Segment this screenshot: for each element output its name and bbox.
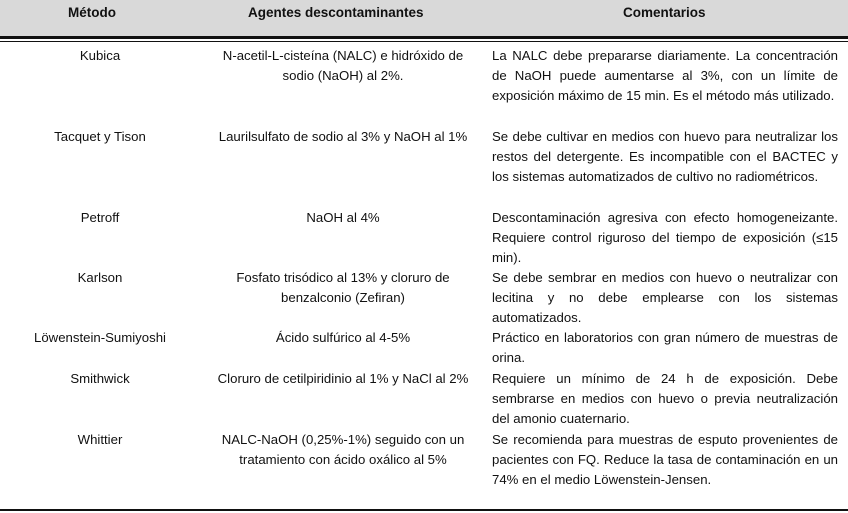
table-header bbox=[0, 0, 848, 36]
cell-comentarios: Se debe cultivar en medios con huevo para neutralizar los restos del detergente. Es incompatible con el BACTEC y los sistemas automatizados de cultivo no radiométricos. bbox=[492, 129, 838, 185]
header-comentarios: Comentarios bbox=[623, 5, 706, 20]
cell-agentes: Laurilsulfato de sodio al 3% y NaOH al 1% bbox=[218, 129, 468, 144]
cell-agentes: Ácido sulfúrico al 4-5% bbox=[275, 330, 411, 345]
header-agentes: Agentes descontaminantes bbox=[248, 5, 424, 20]
cell-comentarios: Se recomienda para muestras de esputo provenientes de pacientes con FQ. Reduce la tasa de contaminación en un 74% en el medio Löwenstein-Jensen. bbox=[492, 432, 838, 488]
cell-agentes: Fosfato trisódico al 13% y cloruro de benzalconio (Zefiran) bbox=[236, 270, 450, 306]
cell-comentarios: La NALC debe prepararse diariamente. La concentración de NaOH puede aumentarse al 3%, con un límite de exposición máximo de 15 min. Es el método más utilizado. bbox=[492, 48, 838, 104]
cell-metodo: Karlson bbox=[77, 270, 123, 285]
cell-agentes: Cloruro de cetilpiridinio al 1% y NaCl al 2% bbox=[217, 371, 469, 386]
cell-comentarios: Descontaminación agresiva con efecto homogeneizante. Requiere control riguroso del tiempo de exposición (≤15 min). bbox=[492, 210, 838, 266]
header-divider-thick bbox=[0, 36, 848, 39]
cell-metodo: Tacquet y Tison bbox=[54, 129, 146, 144]
cell-agentes: NaOH al 4% bbox=[306, 210, 380, 225]
header-divider-thin bbox=[0, 41, 848, 42]
cell-metodo: Löwenstein-Sumiyoshi bbox=[34, 330, 166, 345]
cell-agentes: N-acetil-L-cisteína (NALC) e hidróxido de sodio (NaOH) al 2%. bbox=[222, 48, 464, 84]
cell-metodo: Kubica bbox=[79, 48, 121, 63]
header-metodo: Método bbox=[68, 5, 116, 20]
cell-agentes: NALC-NaOH (0,25%-1%) seguido con un tratamiento con ácido oxálico al 5% bbox=[221, 432, 465, 468]
cell-metodo: Whittier bbox=[77, 432, 123, 447]
cell-comentarios: Requiere un mínimo de 24 h de exposición. Debe sembrarse en medios con huevo o previa neutralización del amonio cuaternario. bbox=[492, 371, 838, 427]
cell-metodo: Smithwick bbox=[70, 371, 130, 386]
cell-comentarios: Se debe sembrar en medios con huevo o neutralizar con lecitina y no debe emplearse con los sistemas automatizados. bbox=[492, 270, 838, 326]
table-bottom-border bbox=[0, 509, 848, 511]
cell-metodo: Petroff bbox=[80, 210, 120, 225]
cell-comentarios: Práctico en laboratorios con gran número de muestras de orina. bbox=[492, 330, 838, 366]
